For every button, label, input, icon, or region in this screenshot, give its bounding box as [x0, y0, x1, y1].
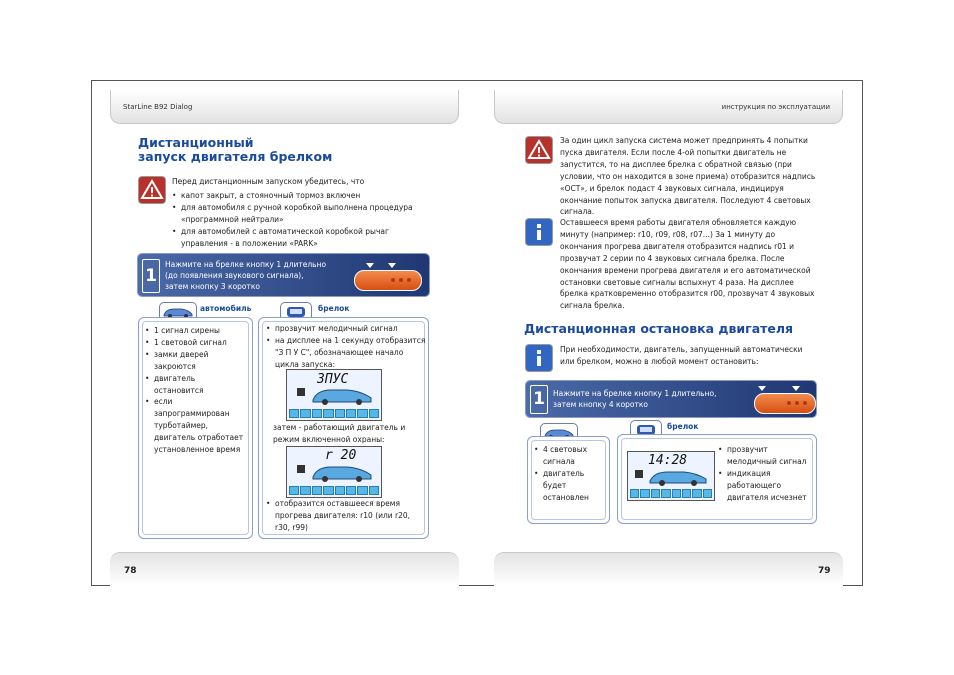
right-step-banner — [526, 381, 816, 417]
info-text: Оставшееся время работы двигателя обновляется каждую минуту (например: r10, r09, r08, r07...) За 1 минуту до окончания прогрева двигателя отобразится надпись r01 и прозвучат 2 серии по 4 звуковых сигнала брелка. После окончания времени прогрева двигателя и его автоматической остановки световые сигналы вспыхнут 4 раза. На дисплее брелка кратковременно отобразится r00, прозвучат 4 звуковых сигнала брелка. — [560, 218, 815, 311]
left-step-banner — [138, 254, 429, 296]
fob-display-start — [286, 369, 382, 421]
fob-label: брелок — [667, 422, 699, 431]
step-line: Нажмите на брелке кнопку 1 длительно — [165, 260, 327, 269]
warning-text: За один цикл запуска система может предпринять 4 попытки пуска двигателя. Если после 4-ой попытки двигатель не запустится, то на дисплее брелка с обратной связью (при условии, что он находится в зоне приема) отобразится надпись «ОСТ», и брелок подаст 4 звуковых сигнала, индицируя окончание попыток запуска двигателя. Последуют 4 световых сигнала. — [560, 136, 816, 217]
left-intro-block — [172, 176, 422, 249]
fob-items — [718, 444, 814, 504]
check-item: • капот закрыт, а стояночный тормоз включен — [172, 190, 422, 202]
car-result-box — [138, 317, 253, 539]
list-item: • прозвучит мелодичный сигнал — [718, 444, 814, 468]
left-page-number: 78 — [124, 566, 137, 576]
fob-display-time — [627, 451, 715, 501]
left-header-title: StarLine B92 Dialog — [123, 103, 193, 111]
step-text — [553, 388, 716, 410]
list-item: • если запрограммирован турботаймер, двигатель отработает установленное время — [145, 396, 245, 456]
car-display-icon — [630, 464, 712, 488]
left-header — [110, 90, 459, 124]
left-title-line2: запуск двигателя брелком — [138, 149, 333, 164]
warning-icon — [526, 137, 552, 163]
arrow-down-icon — [792, 386, 800, 391]
step-line: затем кнопку 3 коротко — [165, 282, 260, 291]
list-item: • индикация работающего двигателя исчезнет — [718, 468, 814, 504]
car-display-icon — [291, 382, 377, 408]
car-items — [145, 325, 245, 456]
right-header — [494, 90, 843, 124]
list-item: • замки дверей закроются — [145, 349, 245, 373]
step-line: (до появления звукового сигнала), — [165, 271, 304, 280]
right-footer — [494, 552, 843, 586]
list-item: • на дисплее на 1 секунду отобразится "З П У С", обозначающее начало цикла запуска: — [266, 335, 426, 371]
right-page-number: 79 — [818, 566, 831, 576]
left-intro: Перед дистанционным запуском убедитесь, что — [172, 177, 365, 186]
step-line: Нажмите на брелке кнопку 1 длительно, — [553, 389, 717, 398]
fob-items-2 — [266, 498, 426, 534]
step-text — [165, 259, 326, 292]
car-result-box — [527, 436, 610, 524]
warning-icon — [139, 177, 165, 203]
arrow-down-icon — [366, 263, 374, 268]
lcd-text: ЗПУС — [317, 372, 349, 387]
right-section-title: Дистанционная остановка двигателя — [524, 321, 794, 336]
list-item: • двигатель будет остановлен — [534, 468, 606, 504]
fob-display-running — [286, 446, 382, 498]
step-number: 1 — [530, 385, 548, 414]
car-display-icon — [291, 459, 377, 485]
fob-result-box — [258, 317, 429, 539]
then-text: затем - работающий двигатель и режим включенной охраны: — [273, 423, 406, 444]
list-item: • 1 световой сигнал — [145, 337, 245, 349]
list-item: • отобразится оставшееся время прогрева двигателя: r10 (или r20, r30, r99) — [266, 498, 426, 534]
fob-result-box — [617, 434, 817, 524]
car-label: автомобиль — [200, 304, 252, 313]
check-item: • для автомобиля с ручной коробкой выполнена процедура «программной нейтрали» — [172, 202, 422, 226]
list-item: • 1 сигнал сирены — [145, 325, 245, 337]
list-item: • 4 световых сигнала — [534, 444, 606, 468]
step-number: 1 — [142, 259, 160, 293]
fob-items-1 — [266, 323, 426, 371]
fob-label: брелок — [318, 304, 350, 313]
lcd-text: 14:28 — [648, 453, 688, 468]
arrow-down-icon — [758, 386, 766, 391]
info-icon — [526, 345, 552, 371]
list-item: • прозвучит мелодичный сигнал — [266, 323, 426, 335]
left-title-line1: Дистанционный — [138, 135, 254, 150]
step-line: затем кнопку 4 коротко — [553, 400, 648, 409]
key-fob-icon — [754, 393, 816, 414]
car-items — [534, 444, 606, 504]
left-section-title — [138, 136, 332, 164]
info-icon — [526, 219, 552, 245]
info2-text: При необходимости, двигатель, запущенный автоматически или брелком, можно в любой момент остановить: — [560, 345, 803, 366]
arrow-down-icon — [388, 263, 396, 268]
lcd-text: r 20 — [325, 448, 357, 463]
check-item: • для автомобилей с автоматической коробкой рычаг управления - в положении «PARK» — [172, 226, 422, 250]
list-item: • двигатель остановится — [145, 373, 245, 397]
key-fob-icon — [354, 270, 422, 291]
right-header-title: инструкция по эксплуатации — [721, 103, 830, 111]
left-footer — [110, 552, 459, 586]
